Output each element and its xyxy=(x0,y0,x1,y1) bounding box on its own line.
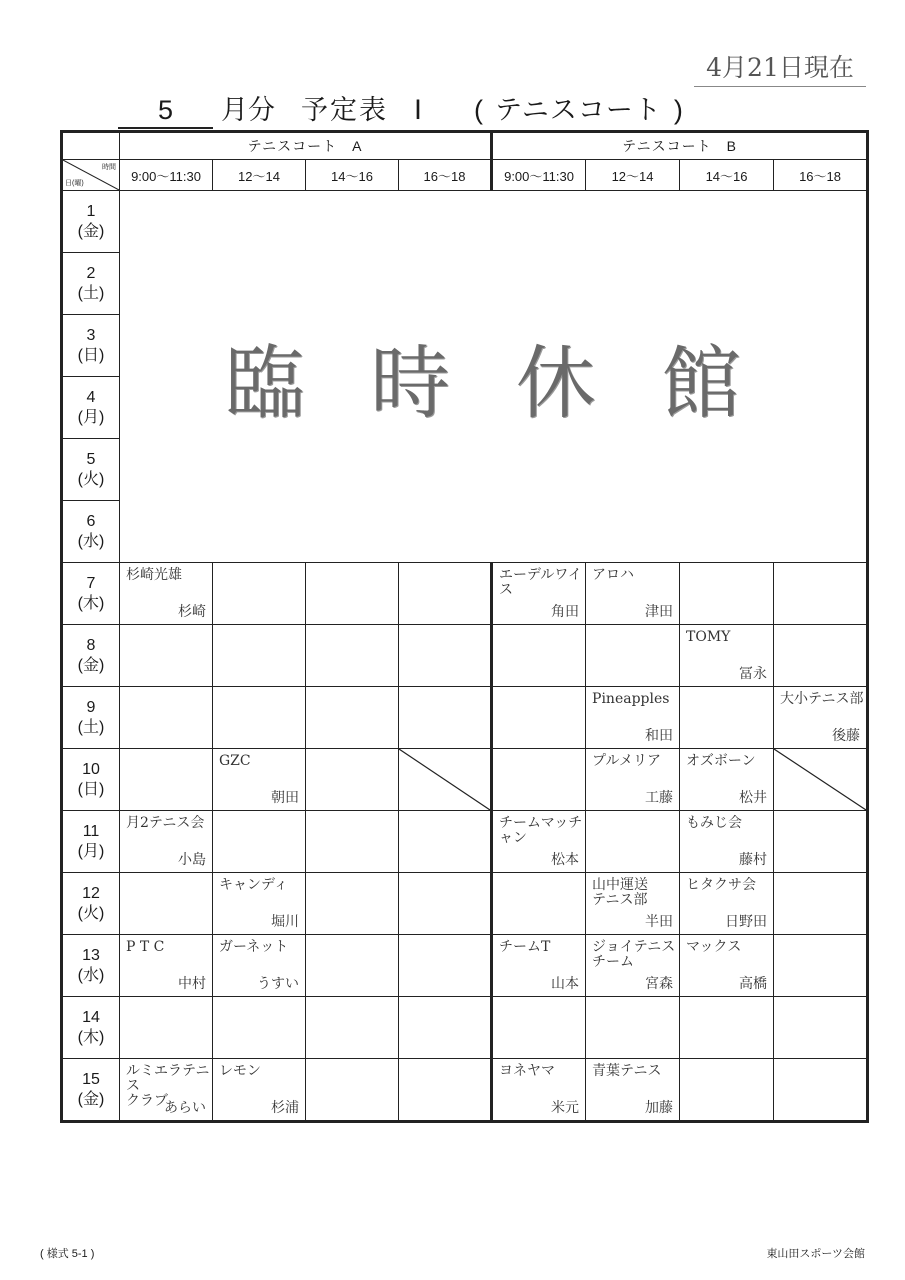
booking-group: ジョイテニス チーム xyxy=(592,939,676,970)
booking-cell xyxy=(120,1059,213,1122)
booking-contact: 杉浦 xyxy=(271,1100,299,1116)
booking-group: プルメリア xyxy=(592,753,662,769)
booking-cell xyxy=(120,997,213,1059)
booking-cell xyxy=(213,1059,306,1122)
day-cell xyxy=(62,997,120,1059)
booking-cell xyxy=(492,1059,586,1122)
booking-contact: うすい xyxy=(257,976,299,992)
slot-a-1: 9:00～11:30 xyxy=(120,160,213,191)
unavailable-cell xyxy=(399,749,492,811)
booking-group: エーデルワイス xyxy=(499,567,582,598)
booking-cell xyxy=(774,563,868,625)
unavailable-slash xyxy=(399,749,490,810)
booking-group: アロハ xyxy=(592,567,635,583)
title-label: 予定表 xyxy=(301,95,388,125)
title-venue: テニスコート xyxy=(494,95,662,125)
booking-contact: 堀川 xyxy=(271,914,299,930)
booking-cell xyxy=(586,749,680,811)
booking-cell xyxy=(213,873,306,935)
slot-a-4: 16～18 xyxy=(399,160,492,191)
day-weekday: (木) xyxy=(77,1028,105,1046)
booking-group: オズボーン xyxy=(686,753,756,769)
booking-cell xyxy=(399,563,492,625)
booking-contact: 日野田 xyxy=(725,914,768,930)
page-title xyxy=(118,90,683,130)
booking-group: レモン xyxy=(219,1063,261,1079)
booking-cell xyxy=(120,563,213,625)
booking-contact: 半田 xyxy=(645,914,674,930)
booking-cell xyxy=(306,749,399,811)
day-number: 13 xyxy=(82,946,100,964)
day-weekday: (金) xyxy=(77,222,105,240)
day-weekday: (金) xyxy=(77,1090,105,1108)
booking-cell xyxy=(213,749,306,811)
booking-cell xyxy=(306,997,399,1059)
booking-cell xyxy=(492,625,586,687)
day-weekday: (火) xyxy=(77,470,105,488)
booking-group: ヒタクサ会 xyxy=(686,877,757,893)
day-number: 11 xyxy=(82,822,100,840)
booking-cell xyxy=(774,997,868,1059)
booking-cell xyxy=(586,873,680,935)
booking-cell xyxy=(213,563,306,625)
booking-group: チームマッチャン xyxy=(499,815,583,846)
slot-b-3: 14～16 xyxy=(680,160,774,191)
slot-a-2: 12～14 xyxy=(213,160,306,191)
booking-contact: 和田 xyxy=(645,728,674,744)
booking-cell xyxy=(774,873,868,935)
booking-cell xyxy=(120,811,213,873)
booking-contact: 加藤 xyxy=(645,1100,674,1116)
day-weekday: (木) xyxy=(77,594,105,612)
booking-cell xyxy=(774,935,868,997)
day-weekday: (月) xyxy=(77,842,105,860)
booking-cell xyxy=(120,873,213,935)
booking-cell xyxy=(774,625,868,687)
booking-cell xyxy=(680,935,774,997)
day-weekday: (土) xyxy=(77,284,105,302)
day-number: 4 xyxy=(86,388,96,406)
booking-group: もみじ会 xyxy=(686,815,743,831)
header-corner xyxy=(62,160,120,191)
booking-cell xyxy=(120,625,213,687)
day-weekday: (日) xyxy=(77,346,105,364)
day-number: 12 xyxy=(82,884,100,902)
booking-cell xyxy=(586,997,680,1059)
unavailable-slash xyxy=(774,749,866,810)
slot-a-3: 14～16 xyxy=(306,160,399,191)
booking-cell xyxy=(306,873,399,935)
booking-cell xyxy=(306,687,399,749)
booking-cell xyxy=(586,935,680,997)
booking-contact: 工藤 xyxy=(645,790,674,806)
slot-b-2: 12～14 xyxy=(586,160,680,191)
booking-cell xyxy=(399,997,492,1059)
booking-contact: 後藤 xyxy=(832,728,861,744)
booking-contact: 中村 xyxy=(178,976,206,992)
closed-notice: 臨 時 休 館 xyxy=(120,191,868,563)
booking-cell xyxy=(586,687,680,749)
booking-cell xyxy=(399,873,492,935)
booking-group: チームT xyxy=(499,939,551,955)
booking-group: 杉崎光雄 xyxy=(126,567,182,583)
booking-group: キャンディ xyxy=(219,877,288,893)
booking-cell xyxy=(306,625,399,687)
booking-cell xyxy=(492,997,586,1059)
booking-cell xyxy=(586,1059,680,1122)
corner-time-label: 時間 xyxy=(102,164,116,171)
slot-b-4: 16～18 xyxy=(774,160,868,191)
booking-contact: 朝田 xyxy=(271,790,299,806)
booking-cell xyxy=(680,997,774,1059)
booking-contact: 松本 xyxy=(551,852,580,868)
day-number: 10 xyxy=(82,760,100,778)
day-cell xyxy=(62,935,120,997)
booking-group: 山中運送 テニス部 xyxy=(592,877,649,908)
booking-group: 月2テニス会 xyxy=(126,815,205,831)
day-number: 15 xyxy=(82,1070,100,1088)
day-number: 3 xyxy=(86,326,96,344)
slot-b-1: 9:00～11:30 xyxy=(492,160,586,191)
booking-contact: 藤村 xyxy=(739,852,768,868)
booking-cell xyxy=(492,873,586,935)
title-close-paren: ) xyxy=(673,95,683,125)
booking-cell xyxy=(120,687,213,749)
day-weekday: (土) xyxy=(77,718,105,736)
day-number: 1 xyxy=(86,202,96,220)
booking-cell xyxy=(492,687,586,749)
booking-cell xyxy=(306,935,399,997)
day-number: 2 xyxy=(86,264,96,282)
day-cell xyxy=(62,749,120,811)
day-number: 14 xyxy=(82,1008,100,1026)
booking-contact: 高橋 xyxy=(739,976,768,992)
booking-contact: 杉崎 xyxy=(178,604,206,620)
booking-cell xyxy=(213,935,306,997)
booking-cell xyxy=(586,625,680,687)
day-cell xyxy=(62,873,120,935)
day-cell xyxy=(62,377,120,439)
booking-cell xyxy=(774,811,868,873)
booking-cell xyxy=(213,997,306,1059)
booking-group: P T C xyxy=(126,939,165,955)
day-number: 7 xyxy=(86,574,96,592)
booking-cell xyxy=(492,563,586,625)
day-cell xyxy=(62,253,120,315)
booking-cell xyxy=(680,625,774,687)
booking-contact: 冨永 xyxy=(739,666,768,682)
corner-day-label: 日(曜) xyxy=(65,180,84,187)
booking-cell xyxy=(680,1059,774,1122)
day-cell xyxy=(62,439,120,501)
booking-cell xyxy=(213,625,306,687)
booking-contact: あらい xyxy=(164,1100,206,1116)
as-of-date: 4月21日現在 xyxy=(694,50,866,87)
day-weekday: (金) xyxy=(77,656,105,674)
day-cell xyxy=(62,563,120,625)
booking-cell xyxy=(399,935,492,997)
booking-group: ルミエラテニス クラブ xyxy=(126,1063,210,1109)
booking-contact: 山本 xyxy=(551,976,580,992)
court-a-header: テニスコート A xyxy=(120,132,492,160)
booking-contact: 角田 xyxy=(551,604,580,620)
unavailable-cell xyxy=(774,749,868,811)
booking-contact: 津田 xyxy=(645,604,674,620)
facility-name: 東山田スポーツ会館 xyxy=(766,1248,865,1260)
day-number: 8 xyxy=(86,636,96,654)
booking-group: TOMY xyxy=(686,629,731,645)
day-weekday: (火) xyxy=(77,904,105,922)
booking-group: ヨネヤマ xyxy=(499,1063,556,1079)
day-cell xyxy=(62,625,120,687)
booking-group: 青葉テニス xyxy=(592,1063,662,1079)
title-open-paren: ( xyxy=(473,95,483,125)
booking-cell xyxy=(492,935,586,997)
booking-cell xyxy=(399,625,492,687)
booking-cell xyxy=(492,749,586,811)
booking-cell xyxy=(120,935,213,997)
booking-cell xyxy=(586,563,680,625)
booking-group: マックス xyxy=(686,939,742,955)
schedule-table xyxy=(60,130,869,1123)
court-b-header: テニスコート B xyxy=(492,132,868,160)
day-cell xyxy=(62,1059,120,1122)
day-number: 9 xyxy=(86,698,96,716)
day-cell xyxy=(62,191,120,253)
form-number: ( 様式 5-1 ) xyxy=(40,1248,95,1260)
booking-cell xyxy=(774,1059,868,1122)
booking-cell xyxy=(213,811,306,873)
day-cell xyxy=(62,315,120,377)
day-number: 6 xyxy=(86,512,96,530)
day-weekday: (月) xyxy=(77,408,105,426)
booking-cell xyxy=(399,687,492,749)
day-cell xyxy=(62,811,120,873)
day-cell xyxy=(62,687,120,749)
booking-cell xyxy=(774,687,868,749)
booking-cell xyxy=(680,563,774,625)
day-cell xyxy=(62,501,120,563)
booking-group: ガーネット xyxy=(219,939,289,955)
booking-cell xyxy=(306,811,399,873)
booking-cell xyxy=(213,687,306,749)
booking-cell xyxy=(680,811,774,873)
booking-group: GZC xyxy=(219,753,251,769)
booking-contact: 宮森 xyxy=(645,976,674,992)
booking-cell xyxy=(306,563,399,625)
booking-cell xyxy=(680,687,774,749)
header-blank xyxy=(62,132,120,160)
booking-cell xyxy=(306,1059,399,1122)
title-month: 5 xyxy=(118,93,213,129)
booking-contact: 米元 xyxy=(551,1100,580,1116)
booking-cell xyxy=(399,1059,492,1122)
booking-cell xyxy=(586,811,680,873)
day-weekday: (水) xyxy=(77,966,105,984)
booking-contact: 松井 xyxy=(739,790,768,806)
booking-cell xyxy=(399,811,492,873)
booking-contact: 小島 xyxy=(178,852,206,868)
day-weekday: (水) xyxy=(77,532,105,550)
booking-cell xyxy=(492,811,586,873)
title-month-suffix: 月分 xyxy=(221,95,275,125)
title-roman: Ⅰ xyxy=(414,95,422,125)
booking-group: Pineapples xyxy=(592,691,670,707)
booking-cell xyxy=(680,749,774,811)
booking-cell xyxy=(680,873,774,935)
day-number: 5 xyxy=(86,450,96,468)
booking-group: 大小テニス部 xyxy=(780,691,864,707)
day-weekday: (日) xyxy=(77,780,105,798)
booking-cell xyxy=(120,749,213,811)
